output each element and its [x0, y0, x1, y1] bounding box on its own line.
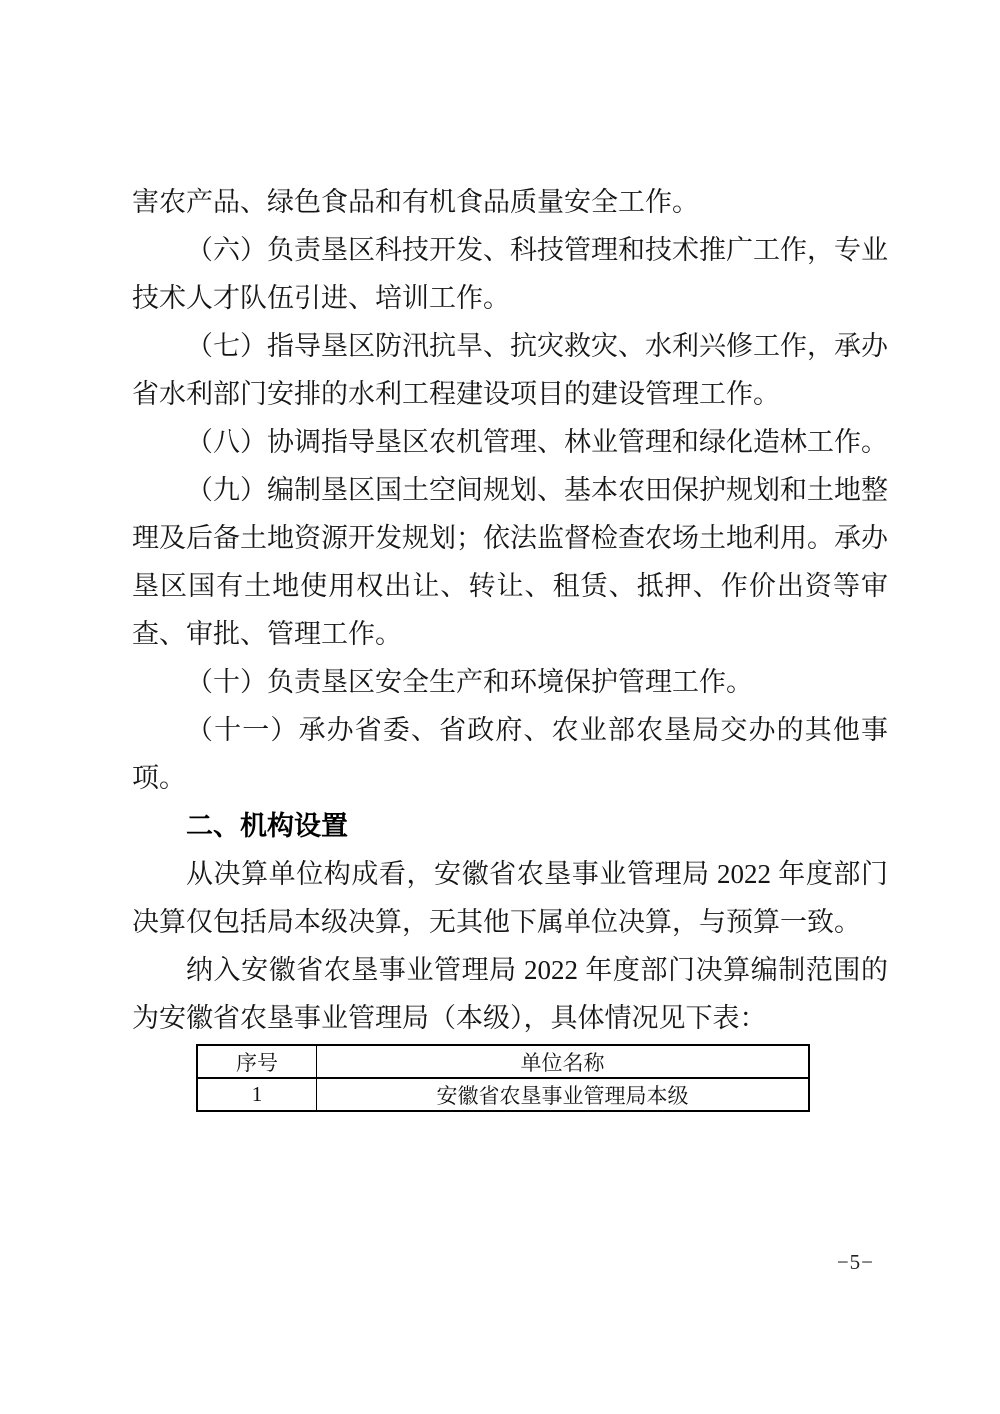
paragraph-duty-11: （十一）承办省委、省政府、农业部农垦局交办的其他事项。 — [132, 715, 888, 793]
unit-table — [196, 1044, 810, 1112]
paragraph-continuation: 害农产品、绿色食品和有机食品质量安全工作。 — [132, 187, 699, 217]
unit-table-header-name: 单位名称 — [317, 1045, 810, 1078]
document-content — [132, 178, 888, 1112]
paragraph-budget-composition: 从决算单位构成看，安徽省农垦事业管理局 2022 年度部门决算仅包括局本级决算，无其他下属单位决算，与预算一致。 — [132, 859, 888, 937]
unit-table-header-row — [197, 1045, 809, 1078]
paragraph-budget-scope: 纳入安徽省农垦事业管理局 2022 年度部门决算编制范围的为安徽省农垦事业管理局（本级），具体情况见下表： — [132, 955, 888, 1033]
page-number: −5− — [836, 1250, 874, 1274]
paragraph-duty-9: （九）编制垦区国土空间规划、基本农田保护规划和土地整理及后备土地资源开发规划；依法监督检查农场土地利用。承办垦区国有土地使用权出让、转让、租赁、抵押、作价出资等审查、审批、管理工作。 — [132, 475, 888, 649]
section-heading-org-setup: 二、机构设置 — [186, 811, 348, 841]
paragraph-duty-6: （六）负责垦区科技开发、科技管理和技术推广工作，专业技术人才队伍引进、培训工作。 — [132, 235, 888, 313]
paragraph-duty-10: （十）负责垦区安全生产和环境保护管理工作。 — [186, 667, 753, 697]
unit-table-row — [197, 1078, 809, 1111]
paragraph-duty-8: （八）协调指导垦区农机管理、林业管理和绿化造林工作。 — [186, 427, 888, 457]
unit-table-cell-index: 1 — [197, 1078, 317, 1111]
unit-table-cell-name: 安徽省农垦事业管理局本级 — [317, 1078, 810, 1111]
paragraph-duty-7: （七）指导垦区防汛抗旱、抗灾救灾、水利兴修工作，承办省水利部门安排的水利工程建设项目的建设管理工作。 — [132, 331, 888, 409]
unit-table-header-index: 序号 — [197, 1045, 317, 1078]
